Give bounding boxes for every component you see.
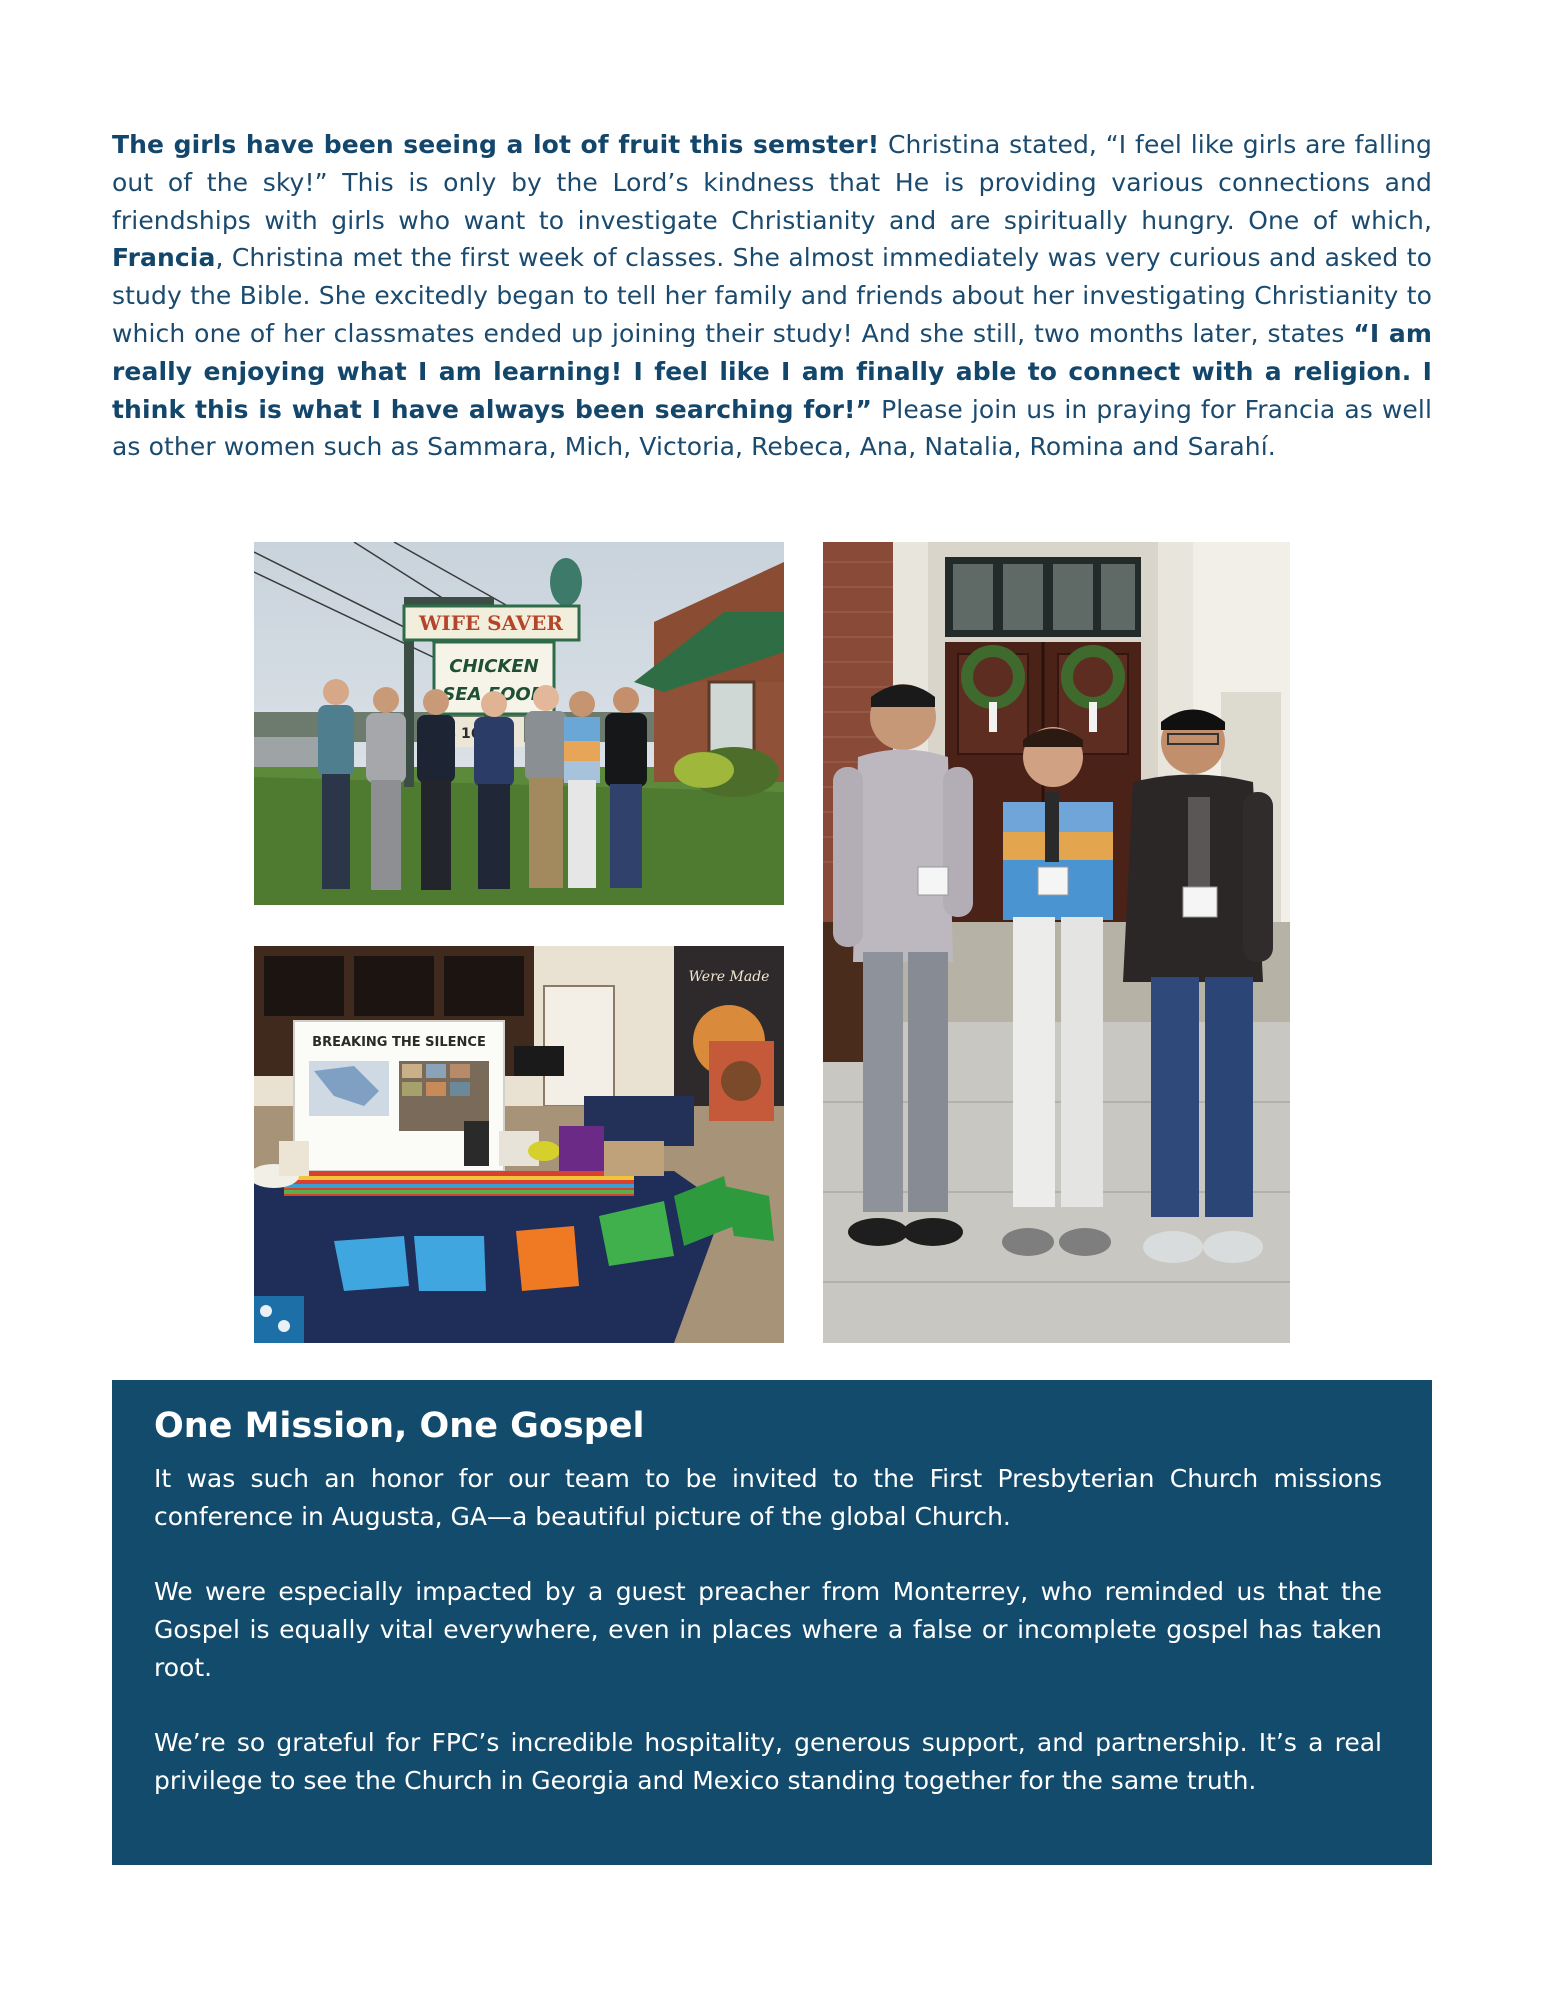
sign-top-text: WIFE SAVER	[418, 611, 564, 635]
photo-display-table	[254, 946, 784, 1343]
mission-paragraph-3: We’re so grateful for FPC’s incredible hospitality, generous support, and partnership. It’s a real privilege to see the Church in Georgia and Mexico standing together for the same truth.	[154, 1727, 1382, 1795]
banner-text: Were Made	[688, 969, 770, 985]
intro-text-1: Christina stated, “I feel like girls are falling out of the sky!” This is only by the Lord’s kindness that He is providing various connections and friendships with girls who want to investigate Christianity and are spiritually hungry. One of which,	[112, 130, 1432, 235]
intro-text-3: Please join us in praying for Francia as well as other women such as Sammara, Mich, Victoria, Rebeca, Ana, Natalia, Romina and Sarahí.	[112, 394, 1432, 462]
sign-low-text: 16	[461, 726, 481, 742]
sign-line2-text: SEA FOOD	[442, 684, 546, 705]
display-table-scene	[254, 946, 784, 1343]
church-entrance-scene	[823, 542, 1290, 1343]
poster-title: BREAKING THE SILENCE	[312, 1035, 486, 1050]
mission-paragraph-2: We were especially impacted by a guest preacher from Monterrey, who reminded us that the Gospel is equally vital everywhere, even in places where a false or incomplete gospel has taken root.	[154, 1577, 1382, 1682]
intro-text-2: , Christina met the first week of classes. She almost immediately was very curious and asked to study the Bible. She excitedly began to tell her family and friends about her investigating Christianity to which one of her classmates ended up joining their study! And she still, two months later, states	[112, 243, 1432, 348]
intro-quote: “I am really enjoying what I am learning! I feel like I am finally able to connect with a religion. I think this is what I have always been searching for!”	[112, 318, 1433, 424]
intro-name: Francia	[112, 243, 216, 273]
mission-panel	[112, 1380, 1432, 1865]
mission-title: One Mission, One Gospel	[154, 1406, 645, 1446]
sign-line1-text: CHICKEN	[449, 656, 539, 677]
photo-group-restaurant	[254, 542, 784, 905]
restaurant-scene	[254, 542, 784, 905]
mission-paragraph-1: It was such an honor for our team to be invited to the First Presbyterian Church missions conference in Augusta, GA—a beautiful picture of the global Church.	[154, 1464, 1382, 1531]
intro-paragraph	[112, 126, 1432, 466]
photo-trio-church	[823, 542, 1290, 1343]
intro-lead: The girls have been seeing a lot of fruit this semster!	[112, 130, 880, 159]
